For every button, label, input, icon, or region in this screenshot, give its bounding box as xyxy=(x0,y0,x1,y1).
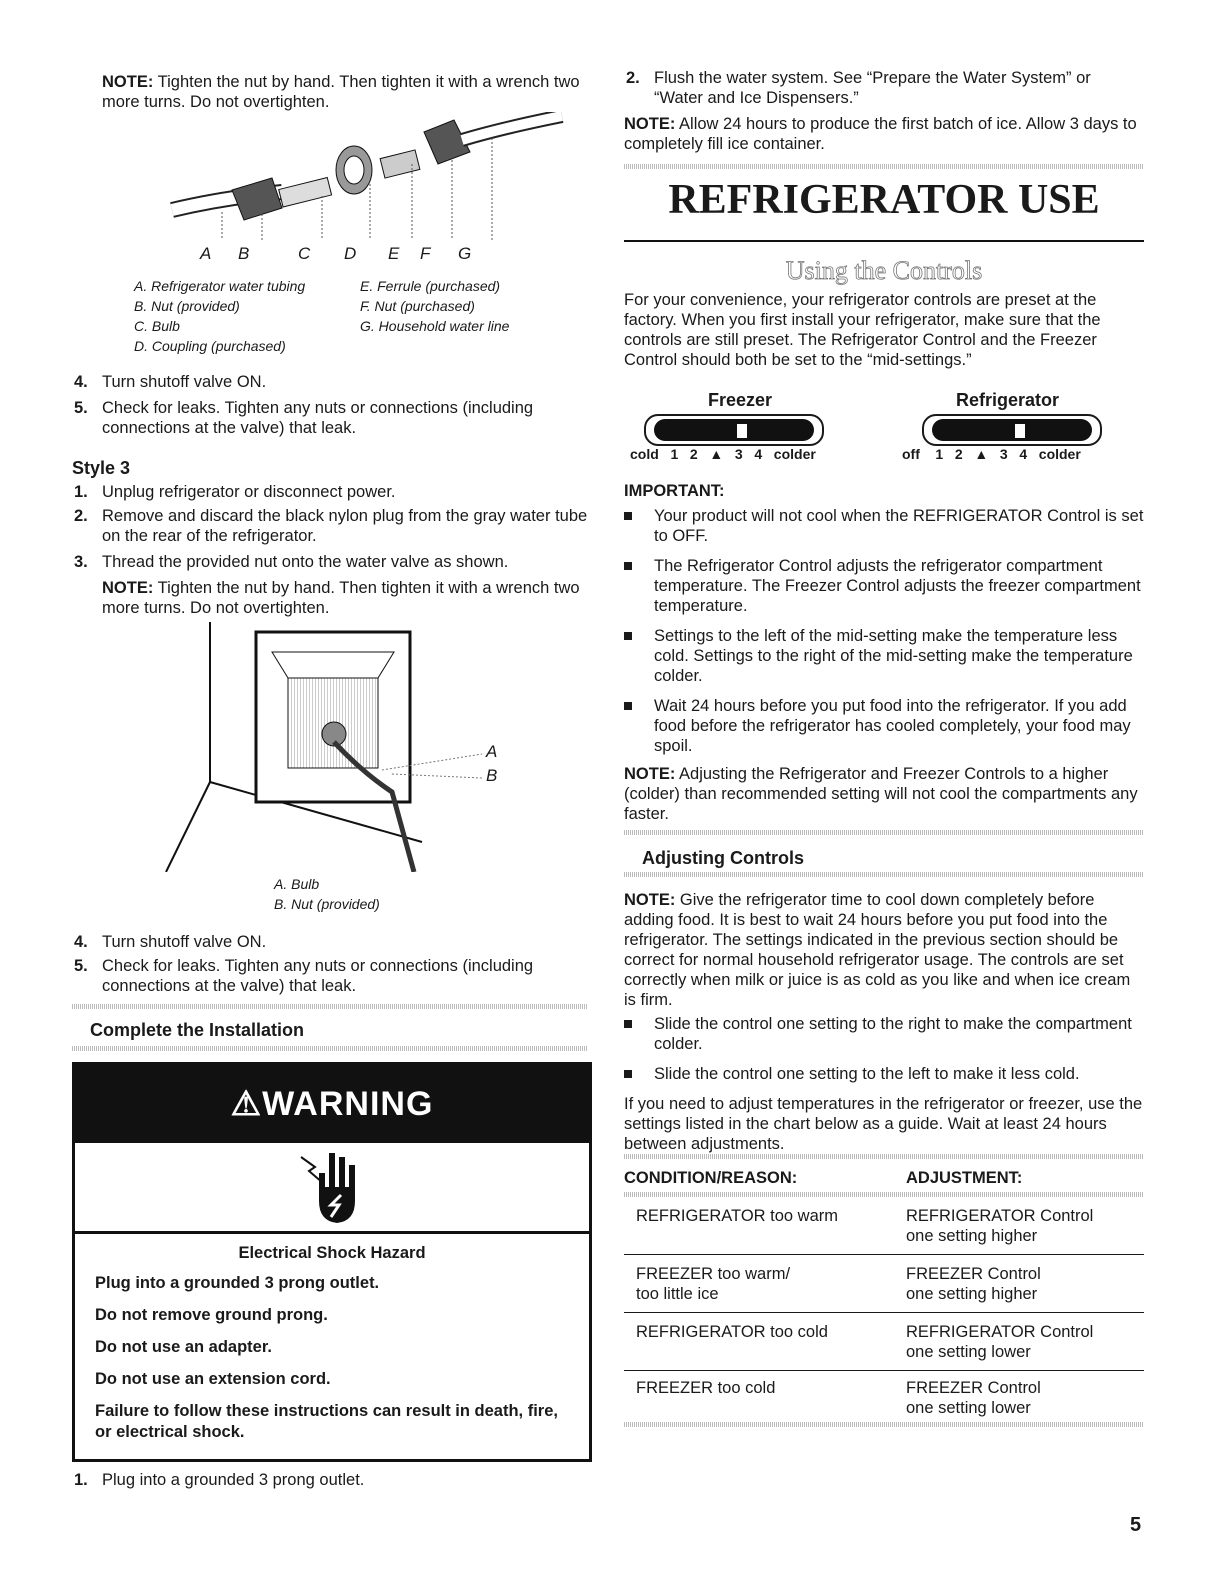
guide-text: If you need to adjust temperatures in the refrigerator or freezer, use the settings listed in the chart below as a guide. Wait at least 24 hours between adjustments. xyxy=(624,1095,1143,1153)
fig2-label-a: A xyxy=(486,742,498,761)
title-rule xyxy=(624,240,1144,242)
hazard-title: Electrical Shock Hazard xyxy=(238,1244,426,1262)
divider xyxy=(624,830,1144,835)
divider xyxy=(72,1004,588,1009)
table-row: FREEZER Control one setting lower xyxy=(906,1379,1041,1417)
note-1: NOTE: Tighten the nut by hand. Then tighten it with a wrench two more turns. Do not overtighten. xyxy=(102,73,580,111)
refrigerator-control-dial[interactable] xyxy=(922,414,1102,446)
table-row: FREEZER Control one setting higher xyxy=(906,1265,1041,1303)
freezer-scale: cold 1 2 ▲ 3 4 colder xyxy=(630,446,816,462)
note-5: NOTE: Give the refrigerator time to cool down completely before adding food. It is best to wait 24 hours before you put food into the refrigerator. The settings indicated in the previous section should be correct for normal household refrigerator usage. The controls are set correctly when milk or juice is as cold as you like and when ice cream is firm. xyxy=(624,891,1131,1009)
complete-installation-heading: Complete the Installation xyxy=(90,1020,305,1040)
style3-heading: Style 3 xyxy=(72,458,131,478)
table-header-condition: CONDITION/REASON: xyxy=(624,1169,798,1187)
adj-bullet-2: Slide the control one setting to the left to make it less cold. xyxy=(624,1064,1144,1084)
warning-header: ⚠WARNING xyxy=(75,1065,589,1143)
valve-diagram xyxy=(162,622,502,872)
table-row: REFRIGERATOR too warm xyxy=(636,1207,839,1225)
refrigerator-slider-handle[interactable] xyxy=(1014,423,1026,439)
table-row: FREEZER too warm/ too little ice xyxy=(636,1265,791,1303)
step-4c: 4. Turn shutoff valve ON. xyxy=(74,933,267,951)
page-number: 5 xyxy=(1130,1514,1142,1536)
fig1-legend-right: E. Ferrule (purchased) F. Nut (purchased) G. Household water line xyxy=(360,278,510,334)
water-fitting-diagram xyxy=(162,112,582,260)
important-label: IMPORTANT: xyxy=(624,482,725,500)
note-2: NOTE: Tighten the nut by hand. Then tighten it with a wrench two more turns. Do not overtighten. xyxy=(102,579,580,617)
table-row: REFRIGERATOR Control one setting lower xyxy=(906,1323,1094,1361)
freezer-label: Freezer xyxy=(708,390,773,410)
step-4a: 4. Turn shutoff valve ON. xyxy=(74,373,267,391)
divider xyxy=(624,164,1144,169)
fig2-label-b: B xyxy=(486,766,498,785)
table-row: REFRIGERATOR too cold xyxy=(636,1323,828,1341)
warning-box xyxy=(72,1062,592,1462)
step-3b: 3. Thread the provided nut onto the water valve as shown. xyxy=(74,553,509,571)
intro-text: For your convenience, your refrigerator controls are preset at the factory. When you first install your refrigerator, make sure that the controls are still preset. The Refrigerator Control and the Freezer Control should both be set to the “mid-settings.” xyxy=(624,291,1101,369)
step-final: 1. Plug into a grounded 3 prong outlet. xyxy=(74,1471,365,1489)
freezer-slider-handle[interactable] xyxy=(736,423,748,439)
table-row: FREEZER too cold xyxy=(636,1379,776,1397)
bullet-1: Your product will not cool when the REFRIGERATOR Control is set to OFF. xyxy=(624,506,1144,546)
step-2-flush: 2. Flush the water system. See “Prepare the Water System” or “Water and Ice Dispensers.” xyxy=(626,69,1091,107)
table-row: REFRIGERATOR Control one setting higher xyxy=(906,1207,1094,1245)
adjusting-controls-heading: Adjusting Controls xyxy=(642,848,804,868)
fig2-legend: A. Bulb B. Nut (provided) xyxy=(274,876,380,912)
bullet-3: Settings to the left of the mid-setting make the temperature less cold. Settings to the right of the mid-setting make the temperature colder. xyxy=(624,626,1144,686)
freezer-control-dial[interactable] xyxy=(644,414,824,446)
step-5c: 5. Check for leaks. Tighten any nuts or connections (including connections at the valve) that leak. xyxy=(74,957,534,995)
bullet-2: The Refrigerator Control adjusts the refrigerator compartment temperature. The Freezer Control adjusts the freezer compartment temperature. xyxy=(624,556,1144,616)
fig1-legend-left: A. Refrigerator water tubing B. Nut (provided) C. Bulb D. Coupling (purchased) xyxy=(134,278,306,354)
divider xyxy=(72,1046,588,1051)
bullet-4: Wait 24 hours before you put food into the refrigerator. If you add food before the refrigerator has cooled completely, your food may spoil. xyxy=(624,696,1144,756)
adj-bullet-1: Slide the control one setting to the right to make the compartment colder. xyxy=(624,1014,1144,1054)
refrigerator-label: Refrigerator xyxy=(956,390,1060,410)
table-header-adjustment: ADJUSTMENT: xyxy=(906,1169,1023,1187)
shock-icon xyxy=(75,1143,589,1234)
warning-triangle-icon: ⚠ xyxy=(230,1085,263,1123)
refrigerator-scale: off 1 2 ▲ 3 4 colder xyxy=(902,446,1081,462)
warning-lines: Plug into a grounded 3 prong outlet. Do not remove ground prong. Do not use an adapter. Do not use an extension cord. Failure to follow these instructions can result in death, fire, or electrical shock. xyxy=(95,1274,558,1441)
divider xyxy=(624,872,1144,877)
note-4: NOTE: Adjusting the Refrigerator and Freezer Controls to a higher (colder) than recommended setting will not cool the compartments any faster. xyxy=(624,765,1138,823)
note-3: NOTE: Allow 24 hours to produce the first batch of ice. Allow 3 days to completely fill ice container. xyxy=(624,115,1137,153)
subtitle: Using the Controls xyxy=(785,256,983,285)
step-1b: 1. Unplug refrigerator or disconnect power. xyxy=(74,483,396,501)
step-2b: 2. Remove and discard the black nylon plug from the gray water tube on the rear of the refrigerator. xyxy=(74,507,588,545)
step-5a: 5. Check for leaks. Tighten any nuts or connections (including connections at the valve) that leak. xyxy=(74,399,534,437)
page-title: REFRIGERATOR USE xyxy=(668,177,1100,223)
